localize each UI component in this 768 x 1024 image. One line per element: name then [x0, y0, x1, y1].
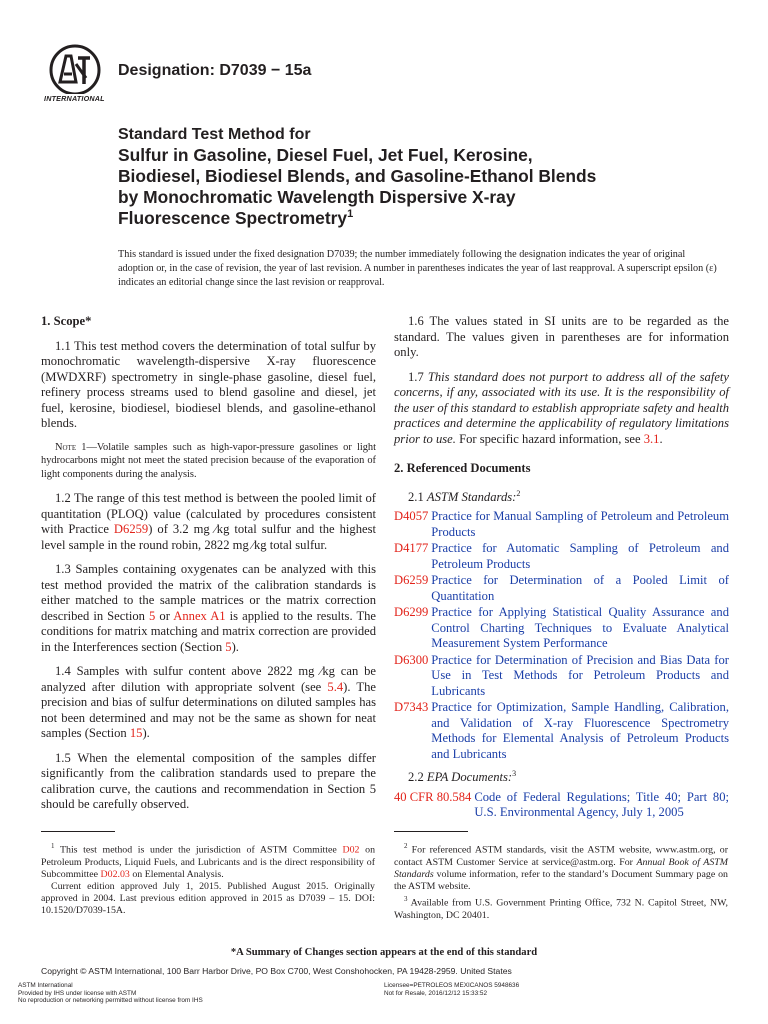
section-1-3-text-d: ). — [231, 639, 239, 654]
astm-reference-title-link[interactable]: Practice for Optimization, Sample Handling, Calibration, and Validation of X-ray Fluorescence Spectrometry Methods for Elemental Analysis of Petroleum Products and Lubricants — [431, 700, 729, 761]
title-line-5-text: Fluorescence Spectrometry — [118, 208, 348, 228]
fn2-sup: 2 — [404, 842, 408, 850]
footer-right-1: Licensee=PETROLEOS MEXICANOS 5948636 — [384, 982, 520, 989]
astm-standards-label — [408, 486, 729, 506]
link-section-15[interactable]: 15 — [129, 726, 143, 740]
fn2-a: For referenced ASTM standards, visit the ASTM website, www.astm.org, or contact ASTM Customer Service at service@astm.org. For — [394, 844, 728, 868]
footnotes-right — [394, 840, 728, 922]
footer-right — [384, 982, 519, 997]
astm-reference-item — [394, 509, 729, 540]
footnote-3 — [394, 893, 728, 922]
section-1-7-italic: This standard does not purport to address all of the safety concerns, if any, associated with its use. It is the responsibility of the user of this standard to establish appropriate safety and health practices and determine the applicability of regulatory limitations prior to use. — [394, 369, 729, 446]
designation-label: Designation: — [118, 62, 215, 79]
title-footnote-mark: 1 — [347, 208, 354, 221]
astm-reference-item — [394, 653, 729, 700]
astm-reference-item — [394, 605, 729, 652]
section-1-7-tail: For specific hazard information, see — [455, 431, 644, 446]
astm-reference-title-link[interactable]: Practice for Determination of Precision and Bias Data for Use in Test Methods for Petroleum Products and Lubricants — [431, 652, 729, 698]
link-5-4[interactable]: 5.4 — [327, 679, 344, 694]
left-column — [41, 314, 376, 822]
fn2-italic: Annual Book of ASTM Standards — [394, 856, 728, 880]
footnote-2 — [394, 840, 728, 893]
astm-reference-code-link[interactable]: D6300 — [394, 652, 429, 667]
section-1-4-text-a: 1.4 Samples with sulfur content above 2822 mg ⁄kg can be analyzed after dilution with appropriate solvent (see — [41, 664, 376, 694]
section-1-3-text-a: 1.3 Samples containing oxygenates can be analyzed with this test method provided the matrix of the calibration standards is either matched to the sample matrices or the matrix correction described in Section — [41, 562, 376, 623]
issued-notice: This standard is issued under the fixed designation D7039; the number immediately following the designation indicates the year of original adoption or, in the case of revision, the year of last revision. A number in parentheses indicates the year of last reapproval. A superscript epsilon (ε) indicates an editorial change since the last revision or reapproval. — [118, 249, 717, 288]
epa-documents-label — [408, 766, 729, 786]
section-1-7 — [394, 370, 729, 448]
astm-reference-item — [394, 541, 729, 572]
section-1-6: 1.6 The values stated in SI units are to be regarded as the standard. The values given in parentheses are for information only. — [394, 314, 729, 359]
designation — [118, 62, 311, 80]
astm-reference-title-link[interactable]: Practice for Manual Sampling of Petroleum and Petroleum Products — [431, 509, 729, 539]
footnote-rule-right — [394, 831, 468, 832]
copyright-line: Copyright © ASTM International, 100 Barr Harbor Drive, PO Box C700, West Conshohocken, PA 19428-2959. United States — [41, 966, 512, 976]
astm-reference-list — [394, 509, 729, 762]
fn1-a: This test method is under the jurisdiction of ASTM Committee — [54, 844, 343, 856]
astm-reference-code-link[interactable]: D4057 — [394, 509, 429, 524]
astm-reference-item — [394, 700, 729, 762]
astm-reference-title-link[interactable]: Practice for Automatic Sampling of Petroleum and Petroleum Products — [431, 541, 729, 571]
section-1-1: 1.1 This test method covers the determination of total sulfur by monochromatic wavelength-dispersive X-ray fluorescence (MWDXRF) spectrometry in single-phase gasoline, diesel fuel, refinery process streams used to blend gasoline and diesel, jet fuel, kerosine, biodiesel, biodiesel blends, and gasoline-ethanol blends. — [41, 338, 376, 430]
epa-num: 2.2 — [408, 770, 427, 785]
section-1-7-end: . — [659, 431, 663, 446]
section-1-4 — [41, 664, 376, 742]
astm-reference-code-link[interactable]: D6259 — [394, 573, 429, 588]
note-1-label: Note 1 — [55, 441, 87, 453]
link-d02-03[interactable]: D02.03 — [100, 868, 130, 880]
footnote-rule-left — [41, 831, 115, 832]
section-1-7-num: 1.7 — [408, 369, 428, 384]
note-1-text: —Volatile samples such as high-vapor-pressure gasolines or light hydrocarbons might not meet the stated precision because of the evaporation of light components during the analysis. — [41, 441, 376, 480]
scope-heading: 1. Scope* — [41, 314, 92, 328]
referenced-documents-heading: 2. Referenced Documents — [394, 461, 531, 475]
astm-reference-code-link[interactable]: D6299 — [394, 605, 429, 620]
link-d02[interactable]: D02 — [342, 844, 360, 856]
footnotes-left — [41, 840, 375, 918]
footer-left-3: No reproduction or networking permitted without license from IHS — [18, 997, 203, 1005]
epa-sup: 3 — [512, 769, 517, 779]
astm-label: ASTM Standards: — [426, 489, 517, 504]
astm-reference-code-link[interactable]: D7343 — [394, 700, 429, 715]
section-1-3 — [41, 562, 376, 655]
astm-reference-code-link[interactable]: D4177 — [394, 541, 429, 556]
astm-reference-title-link[interactable]: Practice for Applying Statistical Quality Assurance and Control Charting Techniques to Evaluate Analytical Measurement System Performance — [431, 605, 729, 651]
note-1 — [41, 441, 376, 482]
title-line-4: by Monochromatic Wavelength Dispersive X-ray — [118, 187, 516, 207]
title-line-3: Biodiesel, Biodiesel Blends, and Gasoline-Ethanol Blends — [118, 166, 597, 186]
epa-reference-item — [394, 790, 729, 821]
astm-reference-title-link[interactable]: Practice for Determination of a Pooled Limit of Quantitation — [431, 573, 729, 603]
summary-of-changes-note: *A Summary of Changes section appears at the end of this standard — [230, 947, 538, 958]
epa-reference-title-link[interactable]: Code of Federal Regulations; Title 40; Part 80; U.S. Environmental Agency, July 1, 2005 — [474, 789, 729, 820]
section-1-2-text-b: ) of 3.2 mg ⁄kg total sulfur and the highest level sample in the round robin, 2822 mg ⁄kg total sulfur. — [41, 522, 377, 552]
logo-text: INTERNATIONAL — [44, 94, 105, 103]
epa-label: EPA Documents: — [426, 770, 513, 785]
document-title — [118, 124, 718, 229]
footer-left-1: ASTM International — [18, 982, 73, 989]
link-annex-a1[interactable]: Annex A1 — [173, 608, 226, 623]
footnote-1 — [41, 840, 375, 881]
fn1-sup: 1 — [51, 842, 55, 850]
section-1-3-text-c: is applied to the results. The conditions for matrix matching and matrix correction are provided in the Interferences section (Section — [41, 608, 377, 654]
section-1-2 — [41, 491, 376, 553]
title-line-1: Standard Test Method for — [118, 126, 311, 143]
footer-left-2: Provided by IHS under license with ASTM — [18, 989, 137, 997]
astm-reference-item — [394, 573, 729, 604]
footnote-1-edition: Current edition approved July 1, 2015. Published August 2015. Originally approved in 2004. Last previous edition approved in 2015 as D7039 – 15. DOI: 10.1520/D7039-15A. — [41, 880, 375, 917]
fn3-text: Available from U.S. Government Printing Office, 732 N. Capitol Street, NW, Washington, DC 20401. — [394, 897, 728, 921]
link-section-5-b[interactable]: 5 — [225, 639, 232, 654]
fn1-c: on Elemental Analysis. — [129, 868, 224, 880]
designation-value: D7039 − 15a — [219, 62, 312, 79]
astm-sup: 2 — [516, 488, 521, 498]
title-line-2: Sulfur in Gasoline, Diesel Fuel, Jet Fuel, Kerosine, — [118, 145, 533, 165]
section-1-2-text-a: 1.2 The range of this test method is between the pooled limit of quantitation (PLOQ) value (calculated by procedures consistent with Practice — [41, 491, 376, 536]
footer-right-2: Not for Resale, 2016/12/12 15:33:52 — [384, 989, 488, 997]
epa-reference-list — [394, 790, 729, 821]
section-1-4-text-b: ). The precision and bias of sulfur determinations on diluted samples has not been determined and may not be the same as shown for neat samples (Section — [41, 679, 377, 740]
astm-num: 2.1 — [408, 489, 427, 504]
fn3-sup: 3 — [404, 895, 408, 904]
footer-left — [18, 982, 203, 1005]
right-column — [394, 314, 729, 822]
link-3-1[interactable]: 3.1 — [643, 431, 660, 446]
astm-logo — [38, 44, 112, 106]
fn2-b: volume information, refer to the standard’s Document Summary page on the ASTM website. — [394, 868, 728, 892]
fn1-b: on Petroleum Products, Liquid Fuels, and Lubricants and is the direct responsibility of Subcommittee — [41, 844, 376, 880]
title-line-5 — [118, 208, 718, 229]
link-d6259[interactable]: D6259 — [113, 522, 149, 536]
section-1-4-text-c: ). — [142, 726, 150, 740]
section-1-3-text-b: or — [155, 608, 174, 623]
section-1-5: 1.5 When the elemental composition of the samples differ significantly from the calibration standards used to prepare the calibration curve, the cautions and recommendation in Section 5 should be carefully observed. — [41, 750, 376, 811]
link-section-5[interactable]: 5 — [149, 608, 156, 623]
epa-reference-code-link[interactable]: 40 CFR 80.584 — [394, 789, 472, 804]
